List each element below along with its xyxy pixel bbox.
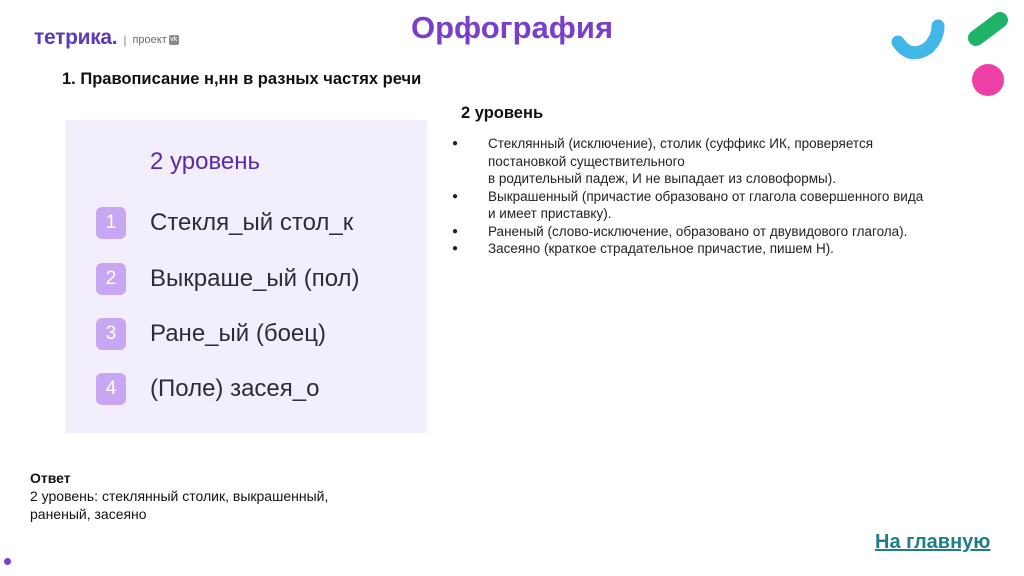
answer-block bbox=[30, 469, 328, 523]
page-title: Орфография bbox=[410, 10, 614, 45]
explanation-line: постановкой существительного bbox=[488, 153, 685, 169]
explanation-line: Стеклянный (исключение), столик (суффикс ИК, проверяется bbox=[488, 136, 874, 151]
exercise-card bbox=[65, 120, 427, 433]
task-item bbox=[96, 317, 326, 351]
bullet-icon: ● bbox=[452, 243, 459, 254]
explanation-item bbox=[452, 188, 1012, 223]
task-text: Выкраше_ый (пол) bbox=[150, 265, 360, 292]
task-item bbox=[96, 206, 353, 240]
task-item bbox=[96, 262, 360, 296]
logo-wordmark: тетрика. bbox=[34, 26, 118, 49]
task-number-badge: 3 bbox=[96, 318, 126, 350]
bullet-icon: ● bbox=[452, 190, 459, 202]
task-number-badge: 4 bbox=[96, 373, 126, 405]
task-text: Стекля_ый стол_к bbox=[150, 209, 354, 236]
blue-arc-shape bbox=[898, 26, 938, 53]
corner-dot bbox=[4, 558, 11, 565]
explanation-list bbox=[452, 135, 1012, 258]
green-capsule-shape bbox=[976, 20, 1000, 38]
answer-line: раненый, засеяно bbox=[30, 506, 147, 522]
pink-circle-shape bbox=[972, 64, 1004, 96]
card-title: 2 уровень bbox=[150, 148, 261, 175]
explanation-line: Засеяно (краткое страдательное причастие, пишем Н). bbox=[488, 241, 834, 256]
explanation-heading: 2 уровень bbox=[461, 104, 544, 122]
vk-icon: vk bbox=[170, 36, 178, 43]
task-text: Ране_ый (боец) bbox=[150, 320, 327, 347]
task-text: (Поле) засея_о bbox=[150, 375, 320, 402]
answer-label: Ответ bbox=[30, 470, 71, 486]
answer-line: 2 уровень: стеклянный столик, выкрашенный, bbox=[30, 488, 329, 504]
explanation-line: в родительный падеж, И не выпадает из словоформы). bbox=[488, 171, 836, 186]
task-number-badge: 1 bbox=[96, 207, 126, 239]
explanation-item bbox=[452, 240, 1012, 258]
bullet-icon: ● bbox=[452, 225, 459, 237]
logo-separator: | bbox=[123, 32, 127, 47]
task-item bbox=[96, 372, 319, 406]
home-link[interactable]: На главную bbox=[875, 531, 991, 553]
logo-project-label: проект bbox=[132, 34, 167, 46]
decorative-shapes bbox=[880, 0, 1024, 110]
explanation-item bbox=[452, 135, 1012, 188]
explanation-line: Раненый (слово-исключение, образовано от двувидового глагола). bbox=[488, 223, 908, 239]
explanation-line: и имеет приставку). bbox=[488, 206, 612, 221]
explanation-item bbox=[452, 223, 1012, 241]
task-number-badge: 2 bbox=[96, 263, 126, 295]
bullet-icon: ● bbox=[452, 138, 459, 149]
explanation-line: Выкрашенный (причастие образовано от глагола совершенного вида bbox=[488, 188, 924, 204]
section-subheading: 1. Правописание н,нн в разных частях речи bbox=[62, 70, 422, 88]
